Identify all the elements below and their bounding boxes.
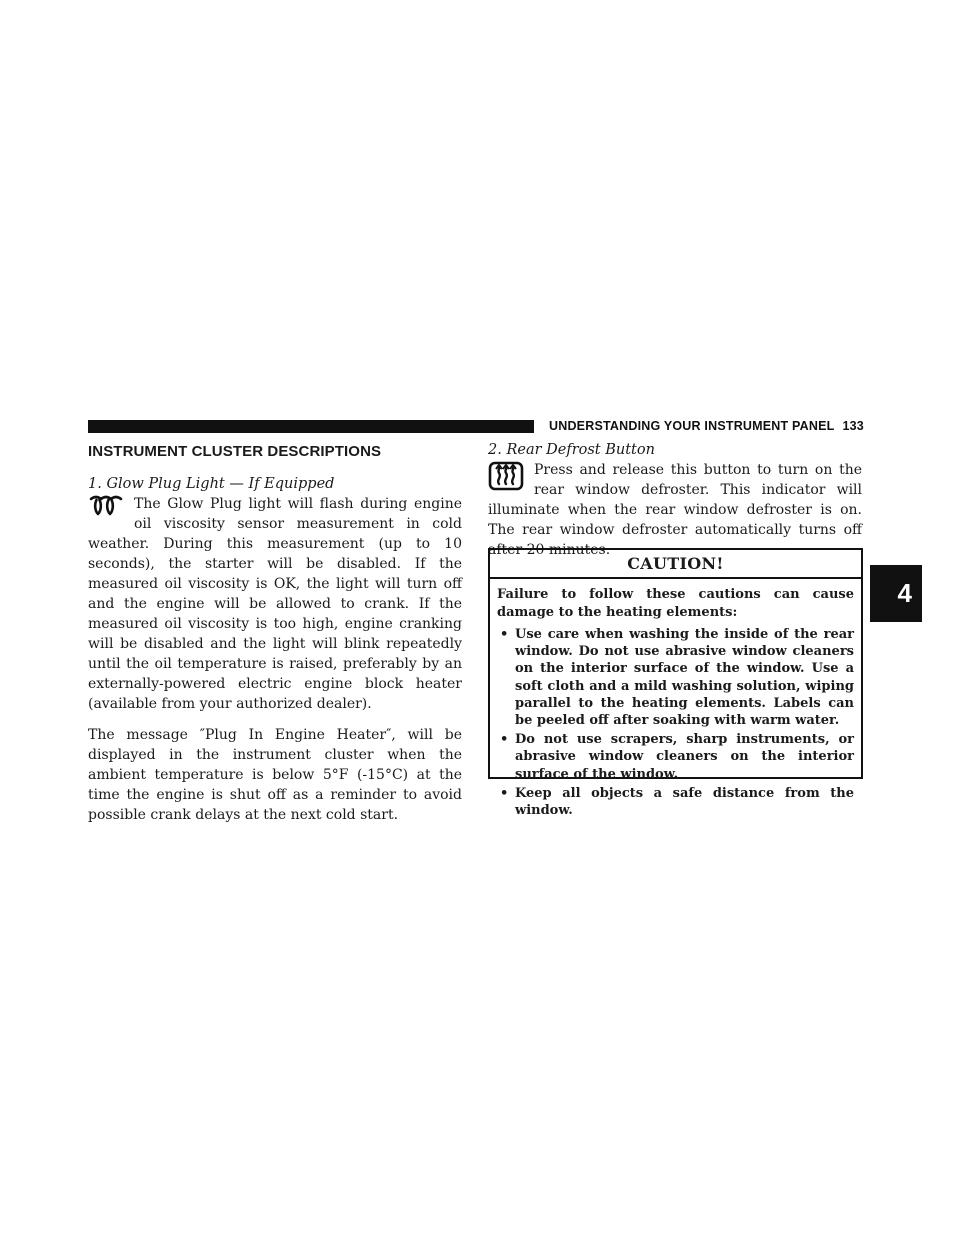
caution-item [497,785,854,819]
caution-item-text: Do not use scrapers, sharp instruments, or abrasive window cleaners on the interior surface of the window. [515,732,854,782]
bullet-icon: • [500,785,509,801]
caution-title: CAUTION! [490,550,861,579]
glow-plug-heading: 1. Glow Plug Light — If Equipped [88,476,335,492]
caution-item-text: Use care when washing the inside of the rear window. Do not use abrasive window cleaners on the interior surface of the window. Use a soft cloth and a mild washing solution, wiping parallel to the heating elements. Labels can be peeled off after soaking with warm water. [515,627,854,729]
rear-defrost-heading: 2. Rear Defrost Button [488,442,655,458]
caution-body [490,579,861,819]
caution-item [497,626,854,729]
header-rule [88,420,534,433]
chapter-tab: 4 [870,565,922,622]
caution-item-text: Keep all objects a safe distance from the window. [515,785,854,819]
right-column [488,440,862,560]
page-number: 133 [842,419,864,433]
bullet-icon: • [500,627,509,642]
glow-plug-description: The Glow Plug light will flash during engine oil viscosity sensor measurement in cold weather. During this measurement (up to 10 seconds), the starter will be disabled. If the measured oil viscosity is OK, the light will turn off and the engine will be allowed to crank. If the measured oil viscosity is too high, engine cranking will be disabled and the light will blink repeatedly until the oil temperature is raised, preferably by an externally-powered electric engine block heater (available from your authorized dealer). [88,496,462,712]
caution-box [488,548,863,819]
glow-plug-icon [88,494,130,534]
glow-plug-paragraph-block [88,494,462,714]
caution-intro: Failure to follow these cautions can cause damage to the heating elements: [497,587,854,620]
running-header [549,419,864,433]
plug-in-heater-description: The message ″Plug In Engine Heater″, will be displayed in the instrument cluster when the ambient temperature is below 5°F (-15°C) at the time the engine is shut off as a reminder to avoid possible crank delays at the next cold start. [88,727,462,823]
rear-defrost-paragraph-block [488,460,862,560]
header-section-title: UNDERSTANDING YOUR INSTRUMENT PANEL [549,419,835,433]
bullet-icon: • [500,732,509,748]
rear-defrost-description: Press and release this button to turn on the rear window defroster. This indicator will illuminate when the rear window defroster is on. The rear window defroster automatically turns off after 20 minutes. [488,462,862,558]
rear-defrost-icon [488,460,530,500]
caution-list [497,626,854,819]
section-title: INSTRUMENT CLUSTER DESCRIPTIONS [88,443,382,460]
caution-item [497,731,854,783]
left-column [88,440,462,825]
